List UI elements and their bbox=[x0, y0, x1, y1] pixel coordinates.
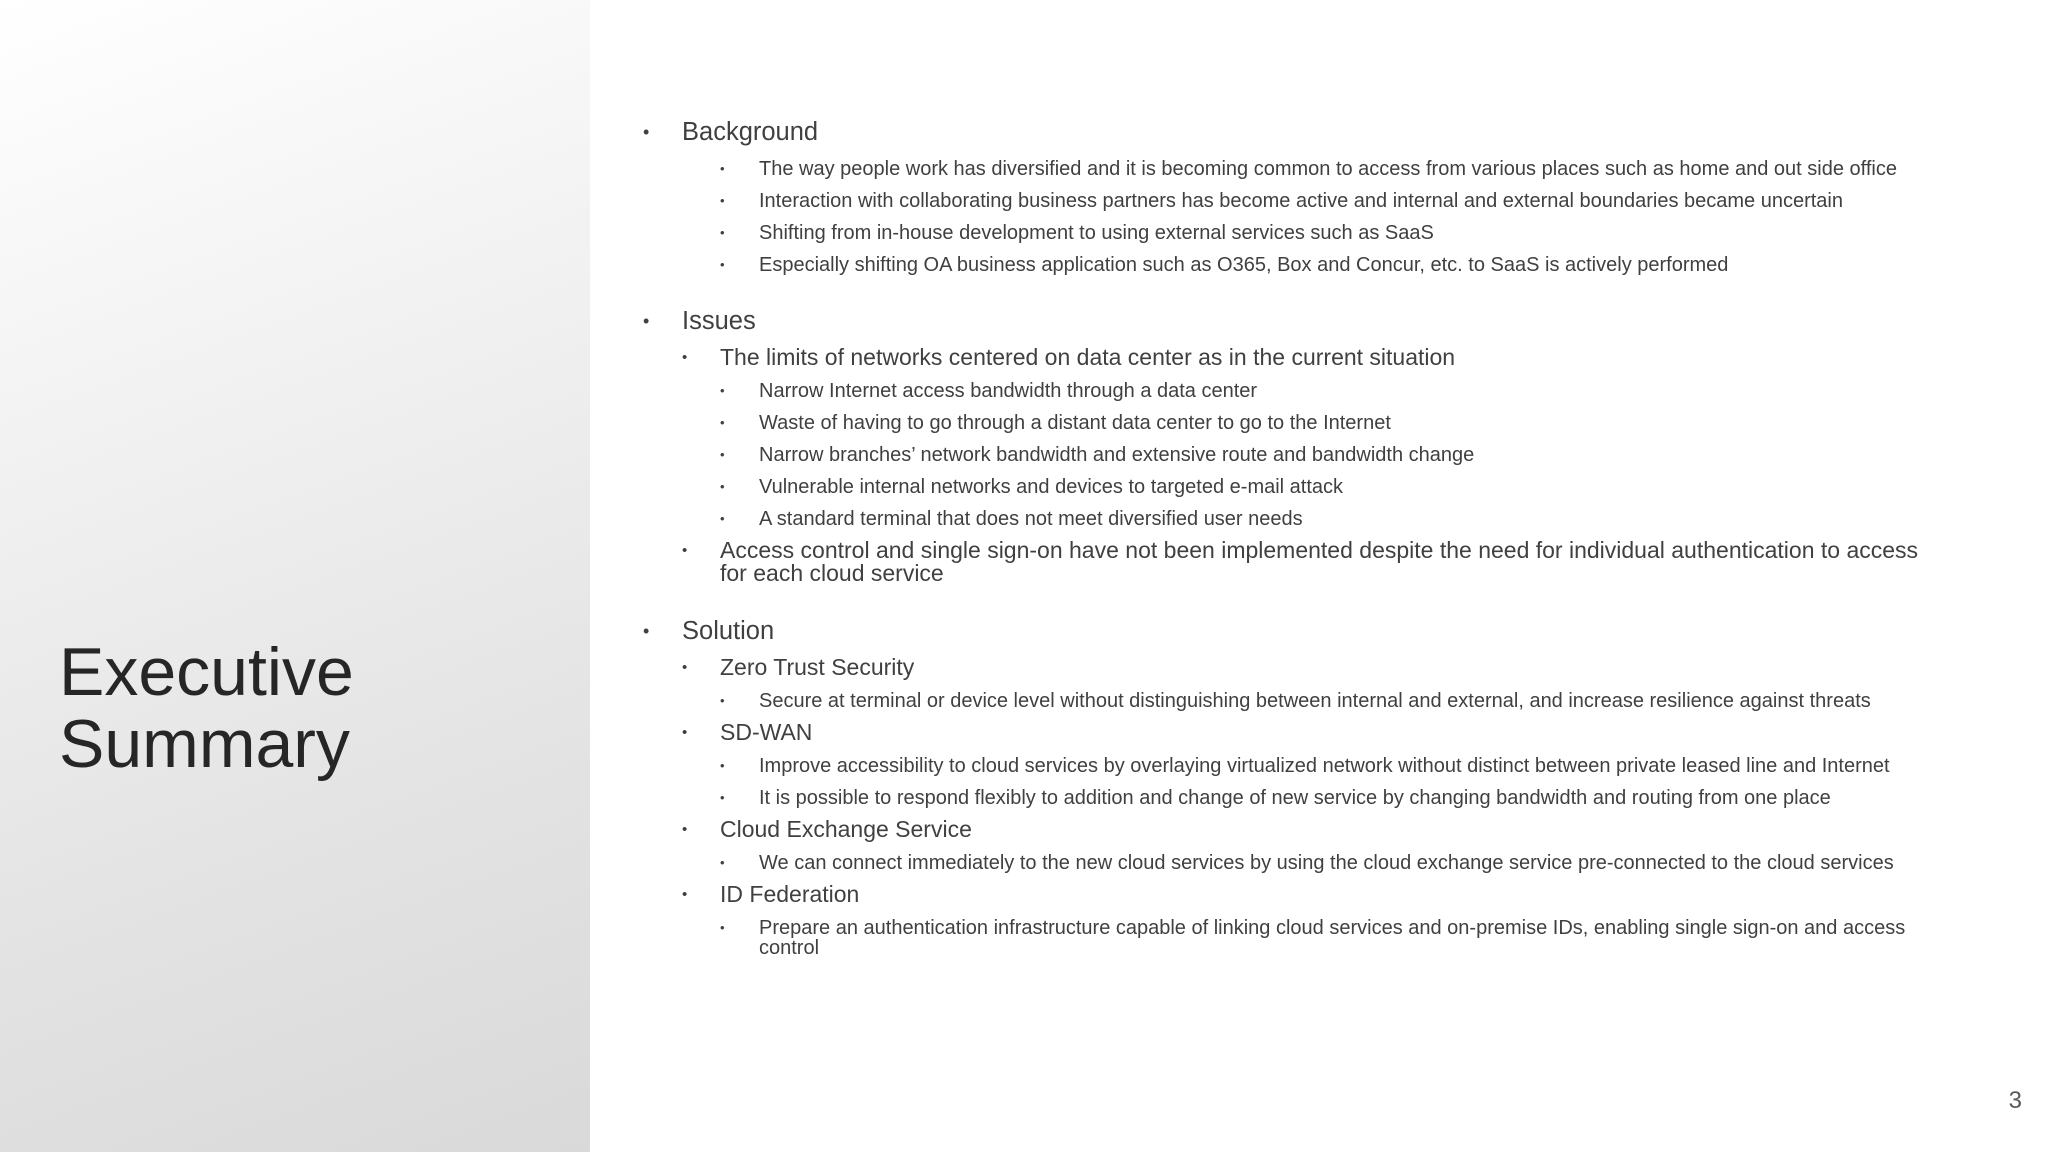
bullet-icon: • bbox=[682, 659, 688, 676]
subheading-text: Zero Trust Security bbox=[720, 654, 915, 680]
list-item bbox=[640, 381, 1920, 401]
bullet-icon: • bbox=[682, 886, 688, 903]
list-item bbox=[640, 853, 1920, 873]
list-item bbox=[640, 445, 1920, 465]
subheading-sd-wan bbox=[640, 721, 1920, 744]
slide-content bbox=[640, 118, 1920, 958]
list-item bbox=[640, 413, 1920, 433]
list-item-text: Narrow Internet access bandwidth through a data center bbox=[759, 380, 1258, 402]
bullet-icon: • bbox=[720, 193, 725, 208]
section-heading-text: Solution bbox=[682, 617, 775, 645]
bullet-icon: • bbox=[720, 447, 725, 462]
bullet-icon: • bbox=[720, 383, 725, 398]
page-number: 3 bbox=[2008, 1087, 2022, 1114]
bullet-icon: • bbox=[643, 621, 650, 641]
slide-title-line-2: Summary bbox=[59, 706, 350, 782]
list-item-text: The way people work has diversified and it is becoming common to access from various places such as home and out side office bbox=[759, 158, 1897, 180]
slide-title-line-1: Executive bbox=[59, 634, 354, 710]
list-item-text: Shifting from in-house development to using external services such as SaaS bbox=[759, 222, 1434, 244]
list-item-text: Secure at terminal or device level without distinguishing between internal and external, and increase resilience against threats bbox=[759, 690, 1871, 712]
subheading-text: Access control and single sign-on have not been implemented despite the need for individual authentication to access for each cloud service bbox=[720, 537, 1919, 586]
subheading-text: Cloud Exchange Service bbox=[720, 816, 972, 842]
list-item-text: It is possible to respond flexibly to addition and change of new service by changing bandwidth and routing from one place bbox=[759, 787, 1831, 809]
section-background-heading bbox=[640, 118, 1920, 147]
list-item-text: Improve accessibility to cloud services by overlaying virtualized network without distinct between private leased line and Internet bbox=[759, 755, 1890, 777]
list-item bbox=[640, 509, 1920, 529]
list-item bbox=[640, 918, 1920, 958]
section-solution-heading bbox=[640, 617, 1920, 646]
bullet-icon: • bbox=[720, 415, 725, 430]
bullet-icon: • bbox=[643, 122, 650, 142]
list-item bbox=[640, 788, 1920, 808]
bullet-icon: • bbox=[720, 855, 725, 870]
list-item bbox=[640, 223, 1920, 243]
list-item-text: Interaction with collaborating business partners has become active and internal and external boundaries became uncertain bbox=[759, 190, 1843, 212]
list-item-text: We can connect immediately to the new cloud services by using the cloud exchange service pre-connected to the cloud services bbox=[759, 852, 1894, 874]
subheading-text: The limits of networks centered on data center as in the current situation bbox=[720, 344, 1456, 370]
bullet-icon: • bbox=[720, 511, 725, 526]
bullet-icon: • bbox=[720, 225, 725, 240]
bullet-icon: • bbox=[720, 257, 725, 272]
bullet-icon: • bbox=[682, 542, 688, 559]
bullet-icon: • bbox=[720, 758, 725, 773]
bullet-icon: • bbox=[720, 479, 725, 494]
list-item-text: Waste of having to go through a distant data center to go to the Internet bbox=[759, 412, 1391, 434]
list-item bbox=[640, 191, 1920, 211]
section-heading-text: Issues bbox=[682, 307, 756, 335]
bullet-icon: • bbox=[682, 349, 688, 366]
bullet-icon: • bbox=[720, 161, 725, 176]
subheading-network-limits bbox=[640, 346, 1920, 369]
bullet-icon: • bbox=[682, 724, 688, 741]
list-item-text: Vulnerable internal networks and devices to targeted e-mail attack bbox=[759, 476, 1344, 498]
list-item bbox=[640, 691, 1920, 711]
subheading-access-control bbox=[640, 539, 1920, 585]
list-item-text: Narrow branches’ network bandwidth and extensive route and bandwidth change bbox=[759, 444, 1475, 466]
section-issues-heading bbox=[640, 307, 1920, 336]
list-item bbox=[640, 756, 1920, 776]
list-item bbox=[640, 255, 1920, 275]
list-item bbox=[640, 159, 1920, 179]
bullet-icon: • bbox=[720, 693, 725, 708]
bullet-icon: • bbox=[720, 920, 725, 935]
bullet-icon: • bbox=[643, 311, 650, 331]
bullet-icon: • bbox=[682, 821, 688, 838]
section-heading-text: Background bbox=[682, 118, 819, 146]
list-item bbox=[640, 477, 1920, 497]
subheading-id-federation bbox=[640, 883, 1920, 906]
subheading-zero-trust bbox=[640, 656, 1920, 679]
title-panel bbox=[0, 0, 590, 1152]
list-item-text: Especially shifting OA business application such as O365, Box and Concur, etc. to SaaS is actively performed bbox=[759, 254, 1729, 276]
slide-title bbox=[59, 636, 354, 780]
subheading-text: SD-WAN bbox=[720, 719, 813, 745]
list-item-text: Prepare an authentication infrastructure capable of linking cloud services and on-premise IDs, enabling single sign-on and access control bbox=[759, 917, 1906, 959]
subheading-cloud-exchange bbox=[640, 818, 1920, 841]
list-item-text: A standard terminal that does not meet diversified user needs bbox=[759, 508, 1303, 530]
bullet-icon: • bbox=[720, 790, 725, 805]
subheading-text: ID Federation bbox=[720, 881, 860, 907]
